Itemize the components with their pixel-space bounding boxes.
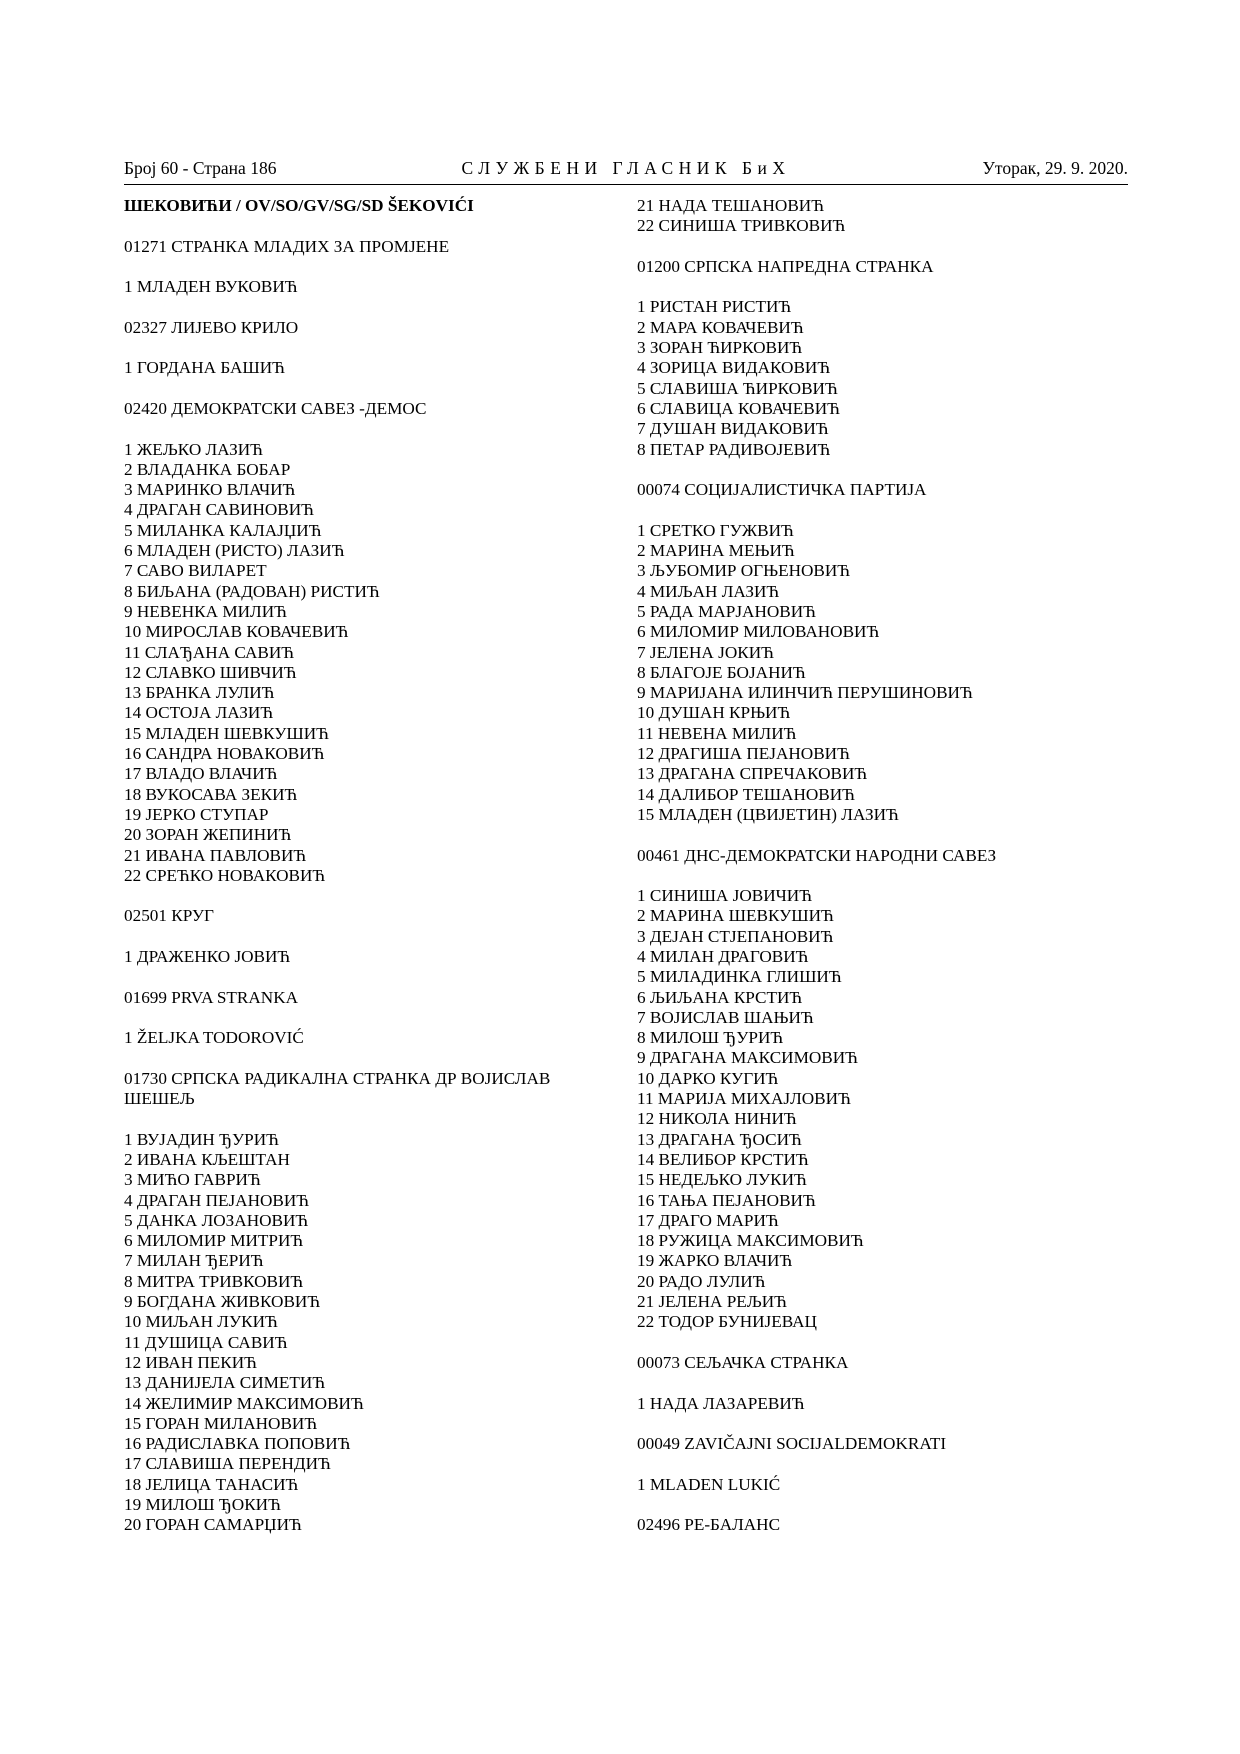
list-item: 7 ЈЕЛЕНА ЈОКИЋ	[637, 642, 774, 662]
list-item: 00074 СОЦИЈАЛИСТИЧКА ПАРТИЈА	[637, 480, 927, 500]
blank-line	[637, 460, 1107, 480]
list-item: 01699 PRVA STRANKA	[124, 987, 299, 1007]
blank-line	[124, 297, 594, 317]
list-item: 11 НЕВЕНА МИЛИЋ	[637, 723, 797, 743]
list-item: 7 САВО ВИЛАРЕТ	[124, 561, 267, 581]
list-item: 15 НЕДЕЉКО ЛУКИЋ	[637, 1170, 807, 1190]
blank-line	[124, 216, 594, 236]
blank-line	[637, 1495, 1107, 1515]
list-item: 7 МИЛАН ЂЕРИЋ	[124, 1251, 264, 1271]
list-item: 5 РАДА МАРЈАНОВИЋ	[637, 601, 816, 621]
list-item: 6 МЛАДЕН (РИСТО) ЛАЗИЋ	[124, 541, 345, 561]
list-item: 4 ЗОРИЦА ВИДАКОВИЋ	[637, 358, 831, 378]
list-item: 15 МЛАДЕН (ЦВИЈЕТИН) ЛАЗИЋ	[637, 804, 899, 824]
list-item: 16 ТАЊА ПЕЈАНОВИЋ	[637, 1190, 816, 1210]
list-item: 00073 СЕЉАЧКА СТРАНКА	[637, 1352, 849, 1372]
blank-line	[637, 237, 1107, 257]
list-item: 11 МАРИЈА МИХАЈЛОВИЋ	[637, 1089, 851, 1109]
list-item: 15 ГОРАН МИЛАНОВИЋ	[124, 1413, 318, 1433]
blank-line	[124, 967, 594, 987]
list-item: 14 ОСТОЈА ЛАЗИЋ	[124, 703, 274, 723]
list-item: 2 МАРИНА ШЕВКУШИЋ	[637, 906, 834, 926]
list-item: 3 ЉУБОМИР ОГЊЕНОВИЋ	[637, 561, 851, 581]
blank-line	[637, 1373, 1107, 1393]
list-item: 21 НАДА ТЕШАНОВИЋ	[637, 196, 824, 215]
list-item: 5 МИЛАНКА КАЛАЈЏИЋ	[124, 520, 322, 540]
list-item: 14 ДАЛИБОР ТЕШАНОВИЋ	[637, 784, 855, 804]
list-item: 2 ИВАНА КЉЕШТАН	[124, 1149, 290, 1169]
list-item: 02327 ЛИЈЕВО КРИЛО	[124, 317, 299, 337]
section-heading: ШЕКОВИЋИ / OV/SO/GV/SG/SD ŠEKOVIĆI	[124, 196, 474, 215]
list-item: 13 ДРАГАНА ЂОСИЋ	[637, 1129, 802, 1149]
list-item: 7 ДУШАН ВИДАКОВИЋ	[637, 419, 829, 439]
blank-line	[124, 886, 594, 906]
list-item: 4 МИЛАН ДРАГОВИЋ	[637, 946, 809, 966]
list-item: 18 ВУКОСАВА ЗЕКИЋ	[124, 784, 298, 804]
list-item: 02496 РЕ-БАЛАНС	[637, 1515, 781, 1535]
list-item: 12 ИВАН ПЕКИЋ	[124, 1352, 257, 1372]
list-item: 2 МАРА КОВАЧЕВИЋ	[637, 317, 804, 337]
list-item: 11 ДУШИЦА САВИЋ	[124, 1332, 288, 1352]
list-item: 22 СИНИША ТРИВКОВИЋ	[637, 216, 846, 236]
list-item: 3 ЗОРАН ЋИРКОВИЋ	[637, 338, 803, 358]
list-item: 13 ДАНИЈЕЛА СИМЕТИЋ	[124, 1373, 326, 1393]
blank-line	[637, 500, 1107, 520]
list-item: 8 МИЛОШ ЂУРИЋ	[637, 1028, 784, 1048]
blank-line	[124, 338, 594, 358]
list-item: 01200 СРПСКА НАПРЕДНА СТРАНКА	[637, 256, 934, 276]
list-item: 1 ДРАЖЕНКО ЈОВИЋ	[124, 946, 291, 966]
list-item: 21 ИВАНА ПАВЛОВИЋ	[124, 845, 307, 865]
list-item: 22 ТОДОР БУНИЈЕВАЦ	[637, 1312, 817, 1332]
blank-line	[124, 257, 594, 277]
list-item: 5 СЛАВИША ЋИРКОВИЋ	[637, 378, 838, 398]
list-item: 20 РАДО ЛУЛИЋ	[637, 1271, 766, 1291]
list-item: 16 САНДРА НОВАКОВИЋ	[124, 744, 325, 764]
list-item: 19 ЈЕРКО СТУПАР	[124, 804, 269, 824]
list-item: 8 МИТРА ТРИВКОВИЋ	[124, 1271, 304, 1291]
list-item: 10 ДУШАН КРЊИЋ	[637, 703, 791, 723]
list-item: 16 РАДИСЛАВКА ПОПОВИЋ	[124, 1434, 351, 1454]
list-item: 19 МИЛОШ ЂОКИЋ	[124, 1495, 281, 1514]
list-item: 9 ДРАГАНА МАКСИМОВИЋ	[637, 1048, 858, 1068]
list-item: 22 СРЕЋКО НОВАКОВИЋ	[124, 865, 326, 885]
list-item: 14 ВЕЛИБОР КРСТИЋ	[637, 1149, 809, 1169]
list-item: 5 ДАНКА ЛОЗАНОВИЋ	[124, 1210, 309, 1230]
list-item: 4 ДРАГАН ПЕЈАНОВИЋ	[124, 1190, 310, 1210]
issue-date: Уторак, 29. 9. 2020.	[982, 158, 1128, 178]
list-item: 11 СЛАЂАНА САВИЋ	[124, 642, 295, 662]
list-item: 00049 ZAVIČAJNI SOCIJALDEMOKRATI	[637, 1434, 947, 1454]
list-item: 20 ГОРАН САМАРЏИЋ	[124, 1515, 302, 1535]
blank-line	[637, 825, 1107, 845]
blank-line	[124, 1109, 594, 1129]
list-item: 2 МАРИНА МЕЊИЋ	[637, 541, 795, 561]
blank-line	[637, 277, 1107, 297]
list-item: 6 МИЛОМИР МИТРИЋ	[124, 1231, 304, 1251]
list-item: 00461 ДНС-ДЕМОКРАТСКИ НАРОДНИ САВЕЗ	[637, 845, 997, 865]
list-item: 18 РУЖИЦА МАКСИМОВИЋ	[637, 1231, 864, 1251]
list-item: 4 МИЉАН ЛАЗИЋ	[637, 581, 780, 601]
list-item: 9 МАРИЈАНА ИЛИНЧИЋ ПЕРУШИНОВИЋ	[637, 683, 973, 703]
list-item: 1 ВУЈАДИН ЂУРИЋ	[124, 1129, 279, 1149]
blank-line	[124, 379, 594, 399]
blank-line	[124, 927, 594, 947]
list-item: 17 ДРАГО МАРИЋ	[637, 1210, 779, 1230]
list-item: 19 ЖАРКО ВЛАЧИЋ	[637, 1251, 793, 1271]
gazette-title: СЛУЖБЕНИ ГЛАСНИК БиХ	[461, 158, 791, 178]
list-item: 20 ЗОРАН ЖЕПИНИЋ	[124, 825, 292, 845]
list-item: 7 ВОЈИСЛАВ ШАЊИЋ	[637, 1007, 814, 1027]
list-item: 8 БИЉАНА (РАДОВАН) РИСТИЋ	[124, 581, 380, 601]
list-item: 3 МИЋО ГАВРИЋ	[124, 1170, 261, 1190]
list-item: 8 ПЕТАР РАДИВОЈЕВИЋ	[637, 439, 831, 459]
list-item: 01730 СРПСКА РАДИКАЛНА СТРАНКА ДР ВОЈИСЛАВ	[124, 1068, 551, 1088]
list-item: 1 РИСТАН РИСТИЋ	[637, 297, 792, 317]
blank-line	[637, 1333, 1107, 1353]
list-item: 15 МЛАДЕН ШЕВКУШИЋ	[124, 723, 329, 743]
list-item: 4 ДРАГАН САВИНОВИЋ	[124, 500, 314, 520]
list-item: 3 МАРИНКО ВЛАЧИЋ	[124, 480, 296, 500]
list-item: 1 ŽELJKA TODOROVIĆ	[124, 1028, 304, 1048]
list-item: 1 МЛАДЕН ВУКОВИЋ	[124, 277, 298, 297]
list-item: 12 НИКОЛА НИНИЋ	[637, 1109, 797, 1129]
list-item: 17 СЛАВИША ПЕРЕНДИЋ	[124, 1454, 331, 1474]
list-item: 1 MLADEN LUKIĆ	[637, 1474, 781, 1494]
list-item: 6 ЉИЉАНА КРСТИЋ	[637, 987, 803, 1007]
list-item: 14 ЖЕЛИМИР МАКСИМОВИЋ	[124, 1393, 364, 1413]
list-item: 1 НАДА ЛАЗАРЕВИЋ	[637, 1393, 805, 1413]
list-item: 21 ЈЕЛЕНА РЕЉИЋ	[637, 1292, 787, 1312]
list-item: 02420 ДЕМОКРАТСКИ САВЕЗ -ДЕМОС	[124, 398, 427, 418]
blank-line	[124, 1008, 594, 1028]
right-column	[637, 196, 1107, 1536]
list-item: 2 ВЛАДАНКА БОБАР	[124, 459, 291, 479]
list-item: 1 ЖЕЉКО ЛАЗИЋ	[124, 439, 263, 459]
list-item: 17 ВЛАДО ВЛАЧИЋ	[124, 764, 278, 784]
list-item: ШЕШЕЉ	[124, 1089, 195, 1109]
list-item: 1 СРЕТКО ГУЖВИЋ	[637, 520, 794, 540]
list-item: 02501 КРУГ	[124, 906, 214, 926]
list-item: 6 СЛАВИЦА КОВАЧЕВИЋ	[637, 398, 840, 418]
issue-page-number: Број 60 - Страна 186	[124, 158, 277, 178]
list-item: 13 ДРАГАНА СПРЕЧАКОВИЋ	[637, 764, 868, 784]
blank-line	[124, 1048, 594, 1068]
list-item: 10 МИЉАН ЛУКИЋ	[124, 1312, 278, 1332]
list-item: 8 БЛАГОЈЕ БОЈАНИЋ	[637, 662, 806, 682]
blank-line	[637, 1454, 1107, 1474]
blank-line	[637, 1414, 1107, 1434]
list-item: 12 ДРАГИША ПЕЈАНОВИЋ	[637, 744, 850, 764]
list-item: 10 ДАРКО КУГИЋ	[637, 1068, 779, 1088]
list-item: 01271 СТРАНКА МЛАДИХ ЗА ПРОМЈЕНЕ	[124, 236, 450, 256]
list-item: 13 БРАНКА ЛУЛИЋ	[124, 683, 275, 703]
left-column	[124, 196, 594, 1536]
page-header	[124, 158, 1128, 185]
blank-line	[637, 866, 1107, 886]
list-item: 1 СИНИША ЈОВИЧИЋ	[637, 886, 812, 906]
list-item: 5 МИЛАДИНКА ГЛИШИЋ	[637, 967, 842, 987]
list-item: 10 МИРОСЛАВ КОВАЧЕВИЋ	[124, 622, 349, 642]
blank-line	[124, 419, 594, 439]
list-item: 12 СЛАВКО ШИВЧИЋ	[124, 662, 297, 682]
list-item: 6 МИЛОМИР МИЛОВАНОВИЋ	[637, 622, 880, 642]
list-item: 1 ГОРДАНА БАШИЋ	[124, 358, 285, 378]
list-item: 3 ДЕЈАН СТЈЕПАНОВИЋ	[637, 926, 834, 946]
list-item: 9 БОГДАНА ЖИВКОВИЋ	[124, 1292, 321, 1312]
list-item: 9 НЕВЕНКА МИЛИЋ	[124, 601, 287, 621]
list-item: 18 ЈЕЛИЦА ТАНАСИЋ	[124, 1474, 299, 1494]
